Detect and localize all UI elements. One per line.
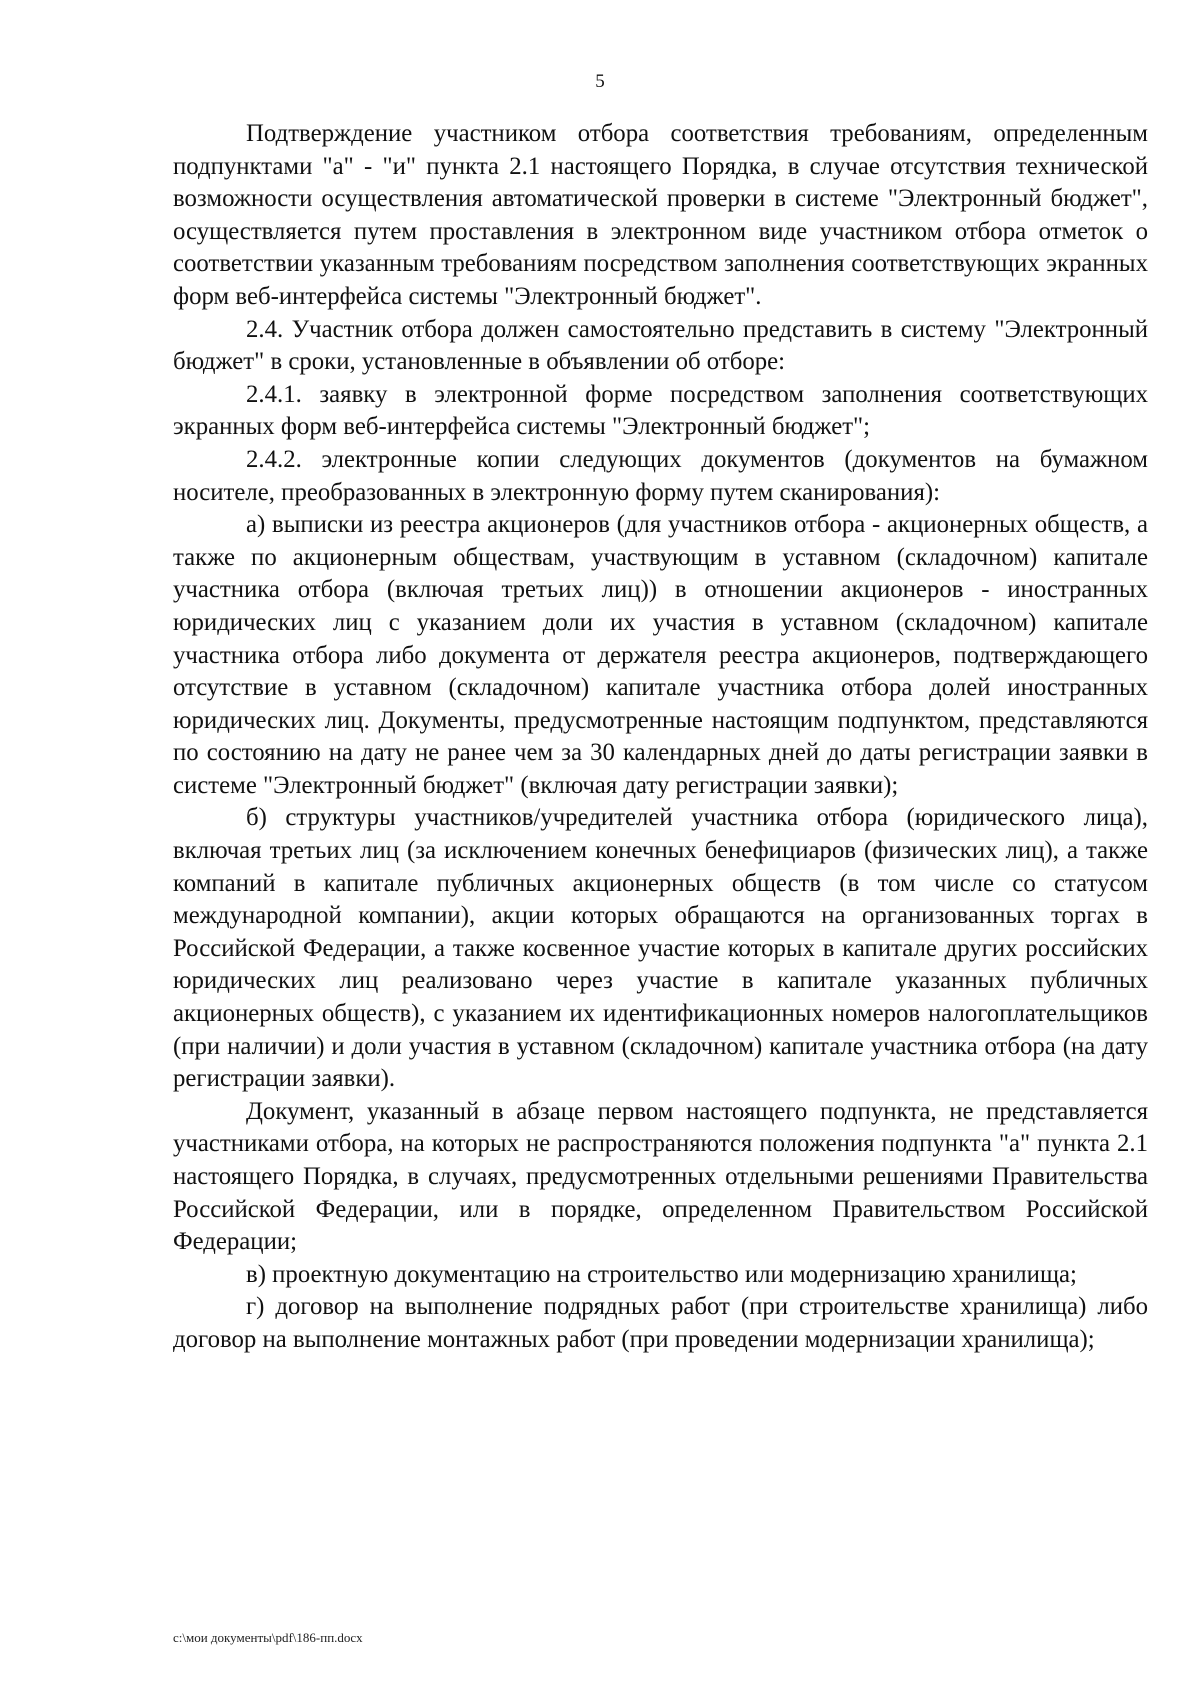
paragraph-2-4: 2.4. Участник отбора должен самостоятельно представить в систему "Электронный бюджет" в сроки, установленные в объявлении об отборе: [173, 315, 1148, 376]
paragraph-document-note: Документ, указанный в абзаце первом настоящего подпункта, не представляется участниками отбора, на которых не распространяются положения подпункта "а" пункта 2.1 настоящего Порядка, в случаях, предусмотренных отдельными решениями Правительства Российской Федерации, или в порядке, определенном Правительством Российской Федерации; [173, 1097, 1148, 1256]
paragraph-2-4-1: 2.4.1. заявку в электронной форме посредством заполнения соответствующих экранных форм веб-интерфейса системы "Электронный бюджет"; [173, 380, 1148, 441]
paragraph-confirmation: Подтверждение участником отбора соответствия требованиям, определенным подпунктами "а" - "и" пункта 2.1 настоящего Порядка, в случае отсутствия технической возможности осуществления автоматической проверки в системе "Электронный бюджет", осуществляется путем проставления в электронном виде участником отбора отметок о соответствии указанным требованиям посредством заполнения соответствующих экранных форм веб-интерфейса системы "Электронный бюджет". [173, 120, 1148, 310]
paragraph-item-v: в) проектную документацию на строительство или модернизацию хранилища; [246, 1260, 1077, 1288]
paragraph-item-g: г) договор на выполнение подрядных работ (при строительстве хранилища) либо договор на выполнение монтажных работ (при проведении модернизации хранилища); [173, 1293, 1148, 1353]
paragraph-item-a: а) выписки из реестра акционеров (для участников отбора - акционерных обществ, а также по акционерным обществам, участвующим в уставном (складочном) капитале участника отбора (включая третьих лиц)) в отношении акционеров - иностранных юридических лиц с указанием доли их участия в уставном (складочном) капитале участника отбора либо документа от держателя реестра акционеров, подтверждающего отсутствие в уставном (складочном) капитале участника отбора долей иностранных юридических лиц. Документы, предусмотренные настоящим подпунктом, представляются по состоянию на дату не ранее чем за 30 календарных дней до даты регистрации заявки в системе "Электронный бюджет" (включая дату регистрации заявки); [173, 511, 1148, 799]
document-body [173, 118, 1148, 1357]
paragraph-item-b: б) структуры участников/учредителей участника отбора (юридического лица), включая третьих лиц (за исключением конечных бенефициаров (физических лиц), а также компаний в капитале публичных акционерных обществ (в том числе со статусом международной компании), акции которых обращаются на организованных торгах в Российской Федерации, а также косвенное участие которых в капитале других российских юридических лиц реализовано через участие в капитале указанных публичных акционерных обществ), с указанием их идентификационных номеров налогоплательщиков (при наличии) и доли участия в уставном (складочном) капитале участника отбора (на дату регистрации заявки). [173, 804, 1148, 1093]
paragraph-2-4-2: 2.4.2. электронные копии следующих документов (документов на бумажном носителе, преобразованных в электронную форму путем сканирования): [173, 445, 1148, 506]
page-number: 5 [595, 71, 605, 92]
footer-file-path: c:\мои документы\pdf\186-пп.docx [173, 1630, 363, 1645]
